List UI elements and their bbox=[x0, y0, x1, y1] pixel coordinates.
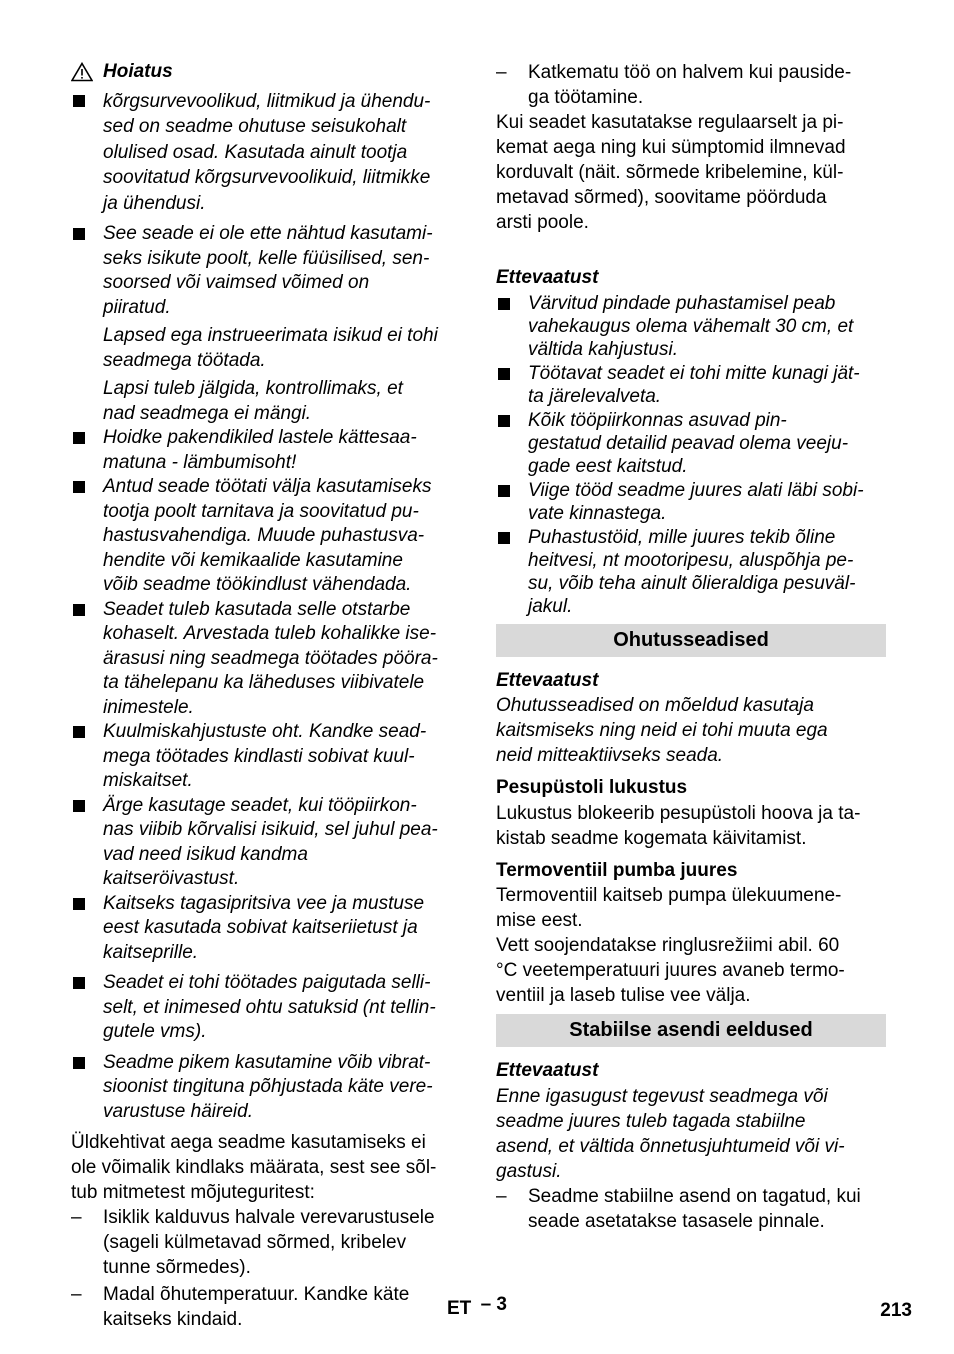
text-line: Töötavat seadet ei tohi mitte kunagi jät- bbox=[528, 362, 860, 384]
bullet-item bbox=[71, 222, 463, 426]
left-column bbox=[71, 60, 463, 1334]
caution-text-2 bbox=[496, 693, 886, 768]
warning-triangle-icon bbox=[71, 62, 93, 82]
text-line: ga töötamine. bbox=[528, 87, 644, 108]
text-line: Isiklik kalduvus halvale verevarustusele bbox=[103, 1207, 435, 1228]
text-line: Viige tööd seadme juures alati läbi sobi- bbox=[528, 479, 864, 501]
subheading-pesupustoli-lukustus: Pesupüstoli lukustus bbox=[496, 777, 688, 798]
text-line: Seadet ei tohi töötades paigutada selli- bbox=[103, 972, 431, 993]
bullet-item bbox=[496, 292, 886, 361]
text-line: kaitseröivastust. bbox=[103, 868, 240, 889]
text-line: Seadme pikem kasutamine võib vibrat- bbox=[103, 1051, 431, 1073]
text-line: selt, et inimesed ohtu satuksid (nt tellin- bbox=[103, 996, 436, 1018]
caution-heading-1: Ettevaatust bbox=[496, 267, 599, 288]
text-line: sed on seadme ohutuse seisukohalt bbox=[103, 116, 407, 137]
square-bullet-icon bbox=[73, 800, 85, 812]
caution-heading-2: Ettevaatust bbox=[496, 669, 599, 691]
caution-bullet-list bbox=[496, 292, 886, 618]
text-line: kaitsmiseks ning neid ei tohi muuta ega bbox=[496, 720, 828, 741]
doctor-paragraph bbox=[496, 110, 886, 235]
square-bullet-icon bbox=[73, 977, 85, 989]
text-line: Lapsi tuleb jälgida, kontrollimaks, et bbox=[103, 378, 403, 399]
bullet-item bbox=[496, 362, 886, 408]
continuation-dash-list bbox=[496, 60, 886, 110]
text-line: tub mitmetest mõjuteguritest: bbox=[71, 1182, 315, 1203]
warning-title: Hoiatus bbox=[103, 61, 173, 82]
text-line: asend, et vältida õnnetusjuhtumeid või vi- bbox=[496, 1135, 845, 1157]
bullet-item bbox=[71, 794, 463, 892]
text-line: varustuse häireid. bbox=[103, 1100, 253, 1122]
square-bullet-icon bbox=[73, 95, 85, 107]
text-line: Enne igasugust tegevust seadmega või bbox=[496, 1085, 828, 1107]
dash-bullet-icon: – bbox=[496, 62, 507, 83]
text-line: Üldkehtivat aega seadme kasutamiseks ei bbox=[71, 1132, 426, 1153]
right-column bbox=[496, 60, 886, 1234]
square-bullet-icon bbox=[73, 481, 85, 493]
subtext-pesupustoli-lukustus bbox=[496, 801, 886, 851]
text-line: ole võimalik kindlaks määrata, sest see sõl- bbox=[71, 1157, 437, 1178]
section-title-stabiilse-asendi: Stabiilse asendi eeldused bbox=[496, 1014, 886, 1047]
text-line: kohaselt. Arvestada tuleb kohalikke ise- bbox=[103, 623, 437, 644]
text-line: eest kasutada sobivat kaitseriietust ja bbox=[103, 917, 418, 938]
text-line: Termoventiil kaitseb pumpa ülekuumene- bbox=[496, 885, 842, 906]
text-line: ventiil ja laseb tulise vee välja. bbox=[496, 985, 751, 1006]
text-line: gade eest kaitstud. bbox=[528, 455, 688, 477]
text-line: Ärge kasutage seadet, kui tööpiirkon- bbox=[103, 794, 417, 816]
usage-paragraph bbox=[71, 1130, 463, 1205]
section-title-ohutusseadised: Ohutusseadised bbox=[496, 624, 886, 657]
text-line: Kui seadet kasutatakse regulaarselt ja pi- bbox=[496, 112, 844, 133]
square-bullet-icon bbox=[498, 485, 510, 497]
square-bullet-icon bbox=[73, 1057, 85, 1069]
text-line: nas viibib kõrvalisi isikuid, sel juhul pea- bbox=[103, 819, 438, 840]
square-bullet-icon bbox=[498, 532, 510, 544]
dash-item bbox=[496, 1184, 886, 1234]
text-line: su, võib teha ainult õlieraldiga pesuväl- bbox=[528, 572, 856, 594]
dash-bullet-icon: – bbox=[71, 1207, 82, 1228]
text-line: vältida kahjustusi. bbox=[528, 338, 678, 360]
stability-dash-list bbox=[496, 1184, 886, 1234]
text-line: seadme juures tuleb tagada stabiilne bbox=[496, 1110, 806, 1132]
text-line: mega töötades kindlasti sobivat kuul- bbox=[103, 745, 415, 767]
text-line: miskaitset. bbox=[103, 770, 193, 791]
text-line: seadmega töötada. bbox=[103, 349, 266, 371]
text-line: hendite või kemikaalide kasutamine bbox=[103, 549, 403, 571]
text-line: piiratud. bbox=[103, 296, 171, 318]
text-line: neid mitteaktiivseks seada. bbox=[496, 745, 724, 766]
text-line: seks isikute poolt, kelle füüsilised, sen- bbox=[103, 247, 430, 269]
bullet-item bbox=[71, 426, 463, 475]
text-line: mise eest. bbox=[496, 910, 583, 931]
text-line: sioonist tingituna põhjustada käte vere- bbox=[103, 1076, 433, 1097]
footer-language: ET bbox=[447, 1298, 472, 1319]
text-line: gestatud detailid peavad olema veeju- bbox=[528, 432, 849, 454]
square-bullet-icon bbox=[73, 228, 85, 240]
text-line: Seadet tuleb kasutada selle otstarbe bbox=[103, 598, 411, 620]
square-bullet-icon bbox=[73, 726, 85, 738]
square-bullet-icon bbox=[73, 604, 85, 616]
text-line: kõrgsurvevoolikud, liitmikud ja ühendu- bbox=[103, 90, 431, 112]
text-line: Ohutusseadised on mõeldud kasutaja bbox=[496, 695, 814, 716]
bullet-note bbox=[103, 377, 463, 426]
square-bullet-icon bbox=[73, 432, 85, 444]
text-line: nad seadmega ei mängi. bbox=[103, 402, 312, 424]
text-line: ja ühendusi. bbox=[103, 192, 206, 214]
text-line: tootja poolt tarnitava ja soovitatud pu- bbox=[103, 500, 419, 522]
text-line: korduvalt (näit. sõrmede kribelemine, kül- bbox=[496, 162, 844, 183]
text-line: olulised osad. Kasutada ainult tootja bbox=[103, 141, 408, 163]
bullet-item bbox=[496, 526, 886, 618]
text-line: Katkematu töö on halvem kui pauside- bbox=[528, 62, 852, 83]
subheading-termoventiil: Termoventiil pumba juures bbox=[496, 859, 738, 881]
text-line: kaitseks kindaid. bbox=[103, 1309, 243, 1330]
text-line: Madal õhutemperatuur. Kandke käte bbox=[103, 1284, 410, 1305]
text-line: soovitatud kõrgsurvevoolikuid, liitmikke bbox=[103, 167, 431, 188]
dash-item bbox=[71, 1282, 463, 1332]
text-line: hastusvahendiga. Muude puhastusva- bbox=[103, 525, 425, 546]
text-line: gastusi. bbox=[496, 1160, 562, 1182]
text-line: arsti poole. bbox=[496, 212, 589, 233]
text-line: Vett soojendatakse ringlusrežiimi abil. 60 bbox=[496, 935, 840, 956]
text-line: Kaitseks tagasipritsiva vee ja mustuse bbox=[103, 892, 425, 914]
square-bullet-icon bbox=[498, 415, 510, 427]
footer-language-section bbox=[447, 1294, 507, 1322]
square-bullet-icon bbox=[498, 368, 510, 380]
text-line: metavad sõrmed), soovitame pöörduda bbox=[496, 187, 827, 208]
bullet-item bbox=[71, 892, 463, 966]
bullet-item bbox=[71, 598, 463, 721]
bullet-note bbox=[103, 324, 463, 373]
footer-section-page: – 3 bbox=[480, 1294, 507, 1315]
text-line: tunne sõrmedes). bbox=[103, 1257, 251, 1278]
dash-bullet-icon: – bbox=[496, 1185, 507, 1207]
caution-text-3 bbox=[496, 1084, 886, 1184]
subtext-termoventiil bbox=[496, 883, 886, 1008]
bullet-item bbox=[71, 720, 463, 794]
bullet-item bbox=[496, 409, 886, 478]
text-line: Antud seade töötati välja kasutamiseks bbox=[103, 476, 432, 497]
text-line: inimestele. bbox=[103, 696, 194, 718]
square-bullet-icon bbox=[498, 298, 510, 310]
text-line: Hoidke pakendikiled lastele kättesaa- bbox=[103, 427, 417, 448]
warning-heading bbox=[71, 60, 463, 85]
text-line: Värvitud pindade puhastamisel peab bbox=[528, 292, 836, 314]
text-line: matuna - lämbumisoht! bbox=[103, 451, 297, 473]
text-line: ärasusi ning seadmega töötades pööra- bbox=[103, 647, 438, 669]
bullet-item bbox=[71, 89, 463, 217]
square-bullet-icon bbox=[73, 898, 85, 910]
text-line: See seade ei ole ette nähtud kasutami- bbox=[103, 223, 433, 244]
warning-bullet-list bbox=[71, 89, 463, 1125]
text-line: kistab seadme kogemata käivitamist. bbox=[496, 827, 807, 849]
text-line: soorsed või vaimsed võimed on bbox=[103, 272, 370, 293]
text-line: vahekaugus olema vähemalt 30 cm, et bbox=[528, 315, 854, 337]
dash-bullet-icon: – bbox=[71, 1284, 82, 1305]
factor-dash-list bbox=[71, 1205, 463, 1332]
text-line: Puhastustöid, mille juures tekib õline bbox=[528, 526, 836, 548]
text-line: kaitseprille. bbox=[103, 941, 199, 963]
text-line: Kõik tööpiirkonnas asuvad pin- bbox=[528, 409, 787, 431]
text-line: heitvesi, nt mootoripesu, aluspõhja pe- bbox=[528, 549, 854, 571]
text-line: Kuulmiskahjustuste oht. Kandke sead- bbox=[103, 721, 427, 742]
text-line: võib seadme töökindlust vähendada. bbox=[103, 574, 412, 595]
text-line: Lukustus blokeerib pesupüstoli hoova ja ta- bbox=[496, 802, 861, 824]
bullet-item bbox=[71, 475, 463, 598]
caution-heading-3: Ettevaatust bbox=[496, 1060, 599, 1081]
text-line: ta tähelepanu ka läheduses viibivatele bbox=[103, 672, 425, 693]
bullet-item bbox=[496, 479, 886, 525]
dash-item bbox=[496, 60, 886, 110]
page-number: 213 bbox=[880, 1300, 912, 1321]
text-line: gutele vms). bbox=[103, 1021, 207, 1042]
text-line: ta järelevalveta. bbox=[528, 385, 662, 407]
text-line: °C veetemperatuuri juures avaneb termo- bbox=[496, 960, 845, 981]
dash-item bbox=[71, 1205, 463, 1280]
text-line: seade asetatakse tasasele pinnale. bbox=[528, 1210, 825, 1232]
text-line: Lapsed ega instrueerimata isikud ei tohi bbox=[103, 325, 438, 346]
bullet-item bbox=[71, 1051, 463, 1125]
text-line: (sageli külmetavad sõrmed, kribelev bbox=[103, 1232, 407, 1253]
bullet-item bbox=[71, 971, 463, 1045]
text-line: kemat aega ning kui sümptomid ilmnevad bbox=[496, 137, 846, 158]
text-line: vate kinnastega. bbox=[528, 502, 667, 524]
text-line: Seadme stabiilne asend on tagatud, kui bbox=[528, 1185, 861, 1207]
text-line: vad need isikud kandma bbox=[103, 843, 308, 865]
text-line: jakul. bbox=[528, 595, 573, 617]
